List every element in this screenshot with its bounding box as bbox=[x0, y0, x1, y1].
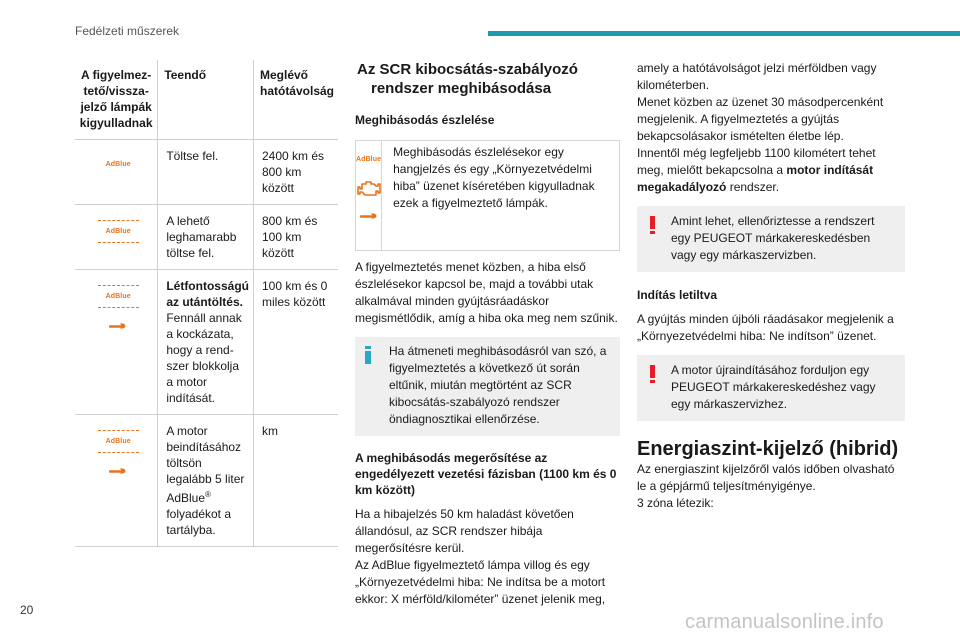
scr-heading: Az SCR kibocsátás-szabályozó rendszer meghibásodása bbox=[357, 61, 578, 97]
table-header-action: Teendő bbox=[158, 60, 254, 140]
warning-icon bbox=[650, 216, 655, 234]
adblue-icon: AdBlue bbox=[356, 156, 382, 163]
table-row bbox=[75, 270, 338, 415]
info-note bbox=[355, 337, 620, 436]
paragraph: A figyelmeztetés menet közben, a hiba első észlelésekor kapcsol be, majd a további utak alkalmával minden gyújtásráadáskor megismétlődik, amíg a hiba oka meg nem szűnik. bbox=[355, 260, 618, 325]
watermark: carmanualsonline.info bbox=[685, 611, 884, 633]
paragraph: 3 zóna létezik: bbox=[637, 496, 714, 510]
table-cell-range: km bbox=[253, 415, 338, 547]
warning-lamp-table bbox=[75, 60, 338, 547]
paragraph: Ha a hibajelzés 50 km haladást követően állandósul, az SCR rendszer hibája megerősítésre kerül. bbox=[355, 507, 574, 555]
warning-icon bbox=[650, 365, 655, 383]
table-row bbox=[75, 205, 338, 270]
paragraph: Az AdBlue figyelmeztető lámpa villog és egy „Környezetvédelmi hiba: Ne indítsa be a motort ekkor: X mérföld/kilométer” üzenet jelenik meg, bbox=[355, 558, 606, 606]
table-cell-range: 100 km és 0 miles között bbox=[253, 270, 338, 415]
fault-detection-box bbox=[355, 140, 620, 251]
warning-note: Amint lehet, ellenőriztesse a rendszert egy PEUGEOT márkakereskedésben vagy egy márkaszervizben. bbox=[637, 206, 905, 272]
wrench-icon bbox=[360, 212, 378, 220]
start-blocked-heading: Indítás letiltva bbox=[637, 288, 718, 302]
paragraph: Innentől még legfeljebb 1100 kilométert tehet meg, mielőtt bekapcsolna a motor indítását megakadályozó rendszer. bbox=[637, 146, 876, 194]
table-header-lamps: A figyelmez- tető/vissza- jelző lámpák kigyulladnak bbox=[75, 60, 158, 140]
paragraph: A gyújtás minden újbóli ráadásakor megjelenik a „Környezetvédelmi hiba: Ne indítson” üzenet. bbox=[637, 312, 894, 343]
table-row bbox=[75, 415, 338, 547]
fault-detection-text: Meghibásodás észlelésekor egy hangjelzés és egy „Környezetvédelmi hiba” üzenet kíséretében kigyulladnak ezek a figyelmeztető lámpák. bbox=[393, 145, 595, 210]
table-row bbox=[75, 140, 338, 205]
adblue-icon: AdBlue bbox=[105, 161, 131, 168]
wrench-icon bbox=[109, 322, 127, 330]
adblue-flashing-icon: AdBlue bbox=[98, 429, 139, 455]
adblue-flashing-icon: AdBlue bbox=[98, 219, 139, 245]
confirmation-heading: A meghibásodás megerősítése az engedélyezett vezetési fázisban (1100 km és 0 km között) bbox=[355, 451, 617, 497]
info-icon bbox=[363, 346, 373, 364]
header-accent-bar bbox=[488, 31, 960, 36]
info-note-text: Ha átmeneti meghibásodásról van szó, a figyelmeztetés a következő út során eltűnik, miután megtörtént az SCR kibocsátás-szabályozó rendszer öndiagnosztikai ellenőrzése. bbox=[389, 344, 607, 426]
engine-icon bbox=[357, 180, 381, 198]
table-cell-range: 800 km és 100 km között bbox=[253, 205, 338, 270]
page-number: 20 bbox=[20, 603, 34, 617]
table-cell-action: A motor beindításához töltsön legalább 5 liter AdBlue® folyadékot a tartályba. bbox=[158, 415, 254, 547]
table-cell-action: A lehető leghamarabb töltse fel. bbox=[158, 205, 254, 270]
paragraph: Az energiaszint kijelzőről valós időben olvasható le a gépjármű teljesítményigénye. bbox=[637, 462, 895, 493]
table-header-row bbox=[75, 60, 338, 140]
table-cell-action: Fennáll annak a kockázata, hogy a rend-szer blokkolja a motor indítását. bbox=[166, 311, 242, 405]
table-header-range: Meglévő hatótávolság bbox=[253, 60, 338, 140]
paragraph: Menet közben az üzenet 30 másodpercenként megjelenik. A figyelmeztetés a gyújtás bekapcsolásakor ismételten életbe lép. bbox=[637, 95, 884, 143]
table-cell-action-bold: Létfontosságú az utántöltés. bbox=[166, 279, 249, 309]
wrench-icon bbox=[109, 467, 127, 475]
paragraph: amely a hatótávolságot jelzi mérföldben vagy kilométerben. bbox=[637, 61, 877, 92]
fault-detection-heading: Meghibásodás észlelése bbox=[355, 113, 495, 127]
table-cell-range: 2400 km és 800 km között bbox=[253, 140, 338, 205]
warning-note: A motor újraindításához forduljon egy PEUGEOT márkakereskedéshez vagy egy márkaszervizhez. bbox=[637, 355, 905, 421]
table-cell-action: Töltse fel. bbox=[158, 140, 254, 205]
middle-column bbox=[355, 60, 620, 608]
section-title: Fedélzeti műszerek bbox=[75, 24, 180, 38]
energy-heading: Energiaszint-kijelző (hibrid) bbox=[637, 438, 899, 460]
adblue-flashing-icon: AdBlue bbox=[98, 284, 139, 310]
right-column bbox=[637, 60, 905, 512]
